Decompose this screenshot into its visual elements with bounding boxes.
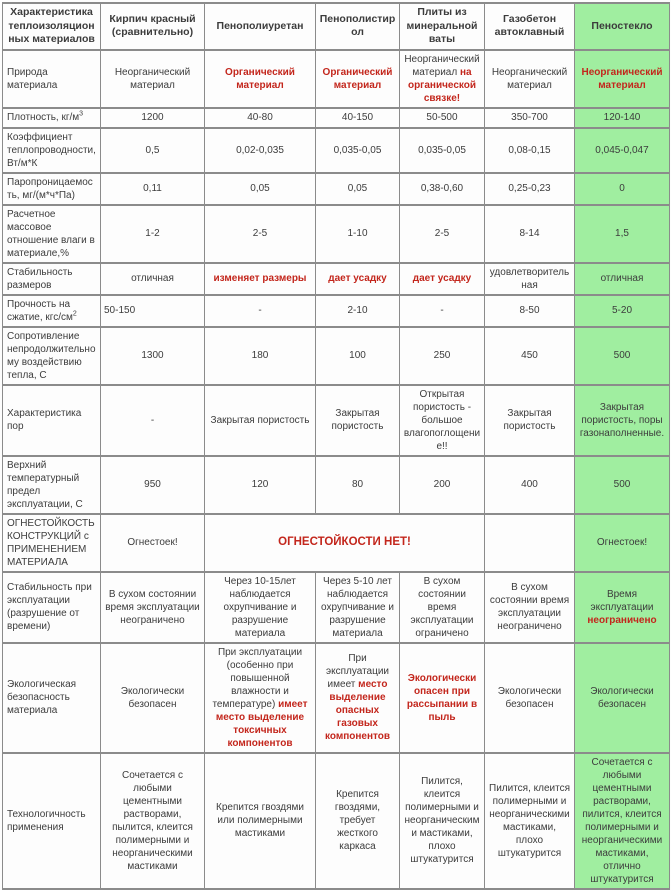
text-part: Паропроницаемость, мг/(м*ч*Па)	[7, 176, 93, 201]
text-part: ОГНЕСТОЙКОСТЬ КОНСТРУКЦИЙ с ПРИМЕНЕНИЕМ МАТЕРИАЛА	[7, 517, 95, 568]
text-part: Верхний температурный предел эксплуатации, С	[7, 459, 83, 510]
row-label	[3, 643, 101, 753]
text-part: отличная	[600, 273, 644, 285]
table-cell	[205, 205, 316, 263]
table-cell	[316, 173, 400, 205]
table-cell	[316, 50, 400, 108]
text-part: 0,035-0,05	[333, 144, 382, 156]
column-header: Пенополистирол	[316, 3, 400, 50]
table-cell	[205, 50, 316, 108]
warning-text-part: Органический материал	[322, 66, 393, 91]
text-part: 40-150	[341, 112, 374, 124]
column-header: Пеностекло	[575, 3, 670, 50]
table-cell	[575, 753, 670, 889]
text-part: 8-14	[519, 228, 540, 240]
table-row	[3, 128, 670, 173]
text-part: Огнестоек!	[596, 537, 648, 549]
table-cell	[101, 108, 205, 128]
table-cell	[205, 173, 316, 205]
table-cell	[575, 50, 670, 108]
row-label	[3, 173, 101, 205]
text-part: 5-20	[611, 305, 632, 317]
table-cell	[205, 456, 316, 514]
text-part: Закрытая пористость	[331, 408, 384, 433]
text-part: 0,045-0,047	[595, 144, 649, 156]
table-header	[3, 3, 670, 50]
text-part: Закрытая пористость	[210, 414, 310, 426]
table-cell	[316, 753, 400, 889]
row-label	[3, 295, 101, 327]
row-label	[3, 385, 101, 456]
text-part: Природа материала	[7, 66, 58, 91]
table-cell	[205, 128, 316, 173]
text-part: Экологически безопасен	[497, 685, 562, 710]
table-cell	[485, 128, 575, 173]
table-cell	[485, 572, 575, 643]
table-cell	[400, 128, 485, 173]
text-part: 0,05	[347, 183, 368, 195]
text-part: 950	[144, 479, 161, 491]
table-cell	[101, 50, 205, 108]
text-part: Плотность, кг/м	[7, 112, 80, 124]
row-label	[3, 128, 101, 173]
text-part: Через 10-15лет наблюдается охрупчивание и разрушение материала	[223, 575, 297, 639]
header-row	[3, 3, 670, 50]
table-cell	[316, 643, 400, 753]
table-cell	[101, 514, 205, 572]
table-cell	[316, 572, 400, 643]
text-part: 100	[349, 350, 366, 362]
text-part: -	[258, 305, 262, 317]
column-header: Газобетон автоклавный	[485, 3, 575, 50]
text-part: Стабильность при эксплуатации (разрушение от времени)	[7, 582, 92, 633]
warning-text-part: место выделение опасных газовых компонентов	[324, 679, 391, 743]
text-part: 2-10	[347, 305, 368, 317]
table-cell	[205, 327, 316, 385]
table-cell	[485, 753, 575, 889]
warning-text-part: неограничено	[587, 614, 657, 626]
text-part: 400	[521, 479, 538, 491]
table-cell	[101, 263, 205, 295]
text-part: 0,05	[250, 183, 270, 195]
table-cell	[400, 108, 485, 128]
table-row	[3, 173, 670, 205]
text-part: 450	[521, 350, 538, 362]
table-cell	[400, 572, 485, 643]
warning-text-part: дает усадку	[328, 273, 387, 285]
table-cell	[400, 50, 485, 108]
table-cell	[205, 572, 316, 643]
table-cell	[575, 385, 670, 456]
text-part: 50-150	[104, 305, 136, 317]
table-row	[3, 572, 670, 643]
table-cell	[575, 514, 670, 572]
text-part: Пилится, клеится полимерными и неорганическими мастиками, плохо штукатурится	[404, 776, 480, 866]
table-cell	[316, 295, 400, 327]
text-part: Расчетное массовое отношение влаги в материале,%	[7, 208, 95, 259]
text-part: 0	[619, 183, 625, 195]
text-part: 0,5	[145, 144, 160, 156]
table-cell	[575, 327, 670, 385]
warning-text-part: Неорганический материал	[581, 66, 663, 91]
row-label	[3, 327, 101, 385]
text-part: отличная	[131, 273, 174, 285]
table-row	[3, 385, 670, 456]
text-part: Неорганический материал	[491, 66, 568, 91]
text-part: Прочность на сжатие, кгс/см	[7, 298, 73, 323]
text-part: Крепится гвоздями или полимерными мастиками	[216, 802, 304, 840]
table-cell	[101, 456, 205, 514]
row-label	[3, 753, 101, 889]
table-cell	[485, 385, 575, 456]
table-row	[3, 327, 670, 385]
table-cell	[101, 643, 205, 753]
table-cell	[575, 173, 670, 205]
text-part: 0,035-0,05	[418, 144, 466, 156]
warning-text-part: изменяет размеры	[213, 273, 307, 285]
text-part: 80	[351, 479, 364, 491]
warning-text-part: на органической связке!	[407, 66, 477, 104]
text-part: В сухом состоянии время эксплуатации неограничено	[105, 588, 200, 626]
text-part: 120	[251, 479, 269, 491]
table-cell	[101, 753, 205, 889]
table-cell	[205, 385, 316, 456]
warning-text-part: имеет место выделение токсичных компонентов	[215, 698, 308, 749]
text-part: 180	[251, 350, 269, 362]
text-part: 8-50	[519, 305, 540, 317]
table-cell	[400, 456, 485, 514]
row-label	[3, 456, 101, 514]
table-cell	[485, 456, 575, 514]
table-cell	[101, 205, 205, 263]
table-cell	[400, 327, 485, 385]
table-cell	[485, 643, 575, 753]
table-row	[3, 753, 670, 889]
warning-text-part: Экологически опасен при рассыпании в пыль	[406, 672, 478, 723]
warning-text-part: Органический материал	[225, 66, 295, 91]
table-cell	[575, 263, 670, 295]
table-cell	[101, 385, 205, 456]
row-label	[3, 205, 101, 263]
table-cell	[485, 173, 575, 205]
text-part: Крепится гвоздями, требует жесткого каркаса	[334, 789, 381, 853]
table-cell	[205, 753, 316, 889]
table-row	[3, 456, 670, 514]
column-header: Характеристика теплоизоляционных материалов	[3, 3, 101, 50]
row-label	[3, 514, 101, 572]
table-cell	[316, 263, 400, 295]
table-row	[3, 263, 670, 295]
text-part: -	[150, 414, 155, 426]
text-part: В сухом состоянии время эксплуатации неограничено	[489, 582, 570, 633]
text-part: удовлетворительная	[489, 266, 570, 291]
text-part: 1200	[141, 112, 164, 124]
table-row	[3, 643, 670, 753]
table-cell	[316, 128, 400, 173]
table-cell	[400, 753, 485, 889]
column-header: Плиты из минеральной ваты	[400, 3, 485, 50]
table-cell	[316, 327, 400, 385]
table-cell	[316, 108, 400, 128]
text-part: Стабильность размеров	[7, 266, 73, 291]
text-part: 50-500	[426, 112, 458, 124]
row-label	[3, 50, 101, 108]
table-cell	[205, 295, 316, 327]
row-label	[3, 572, 101, 643]
table-cell	[205, 108, 316, 128]
text-part: Пилится, клеится полимерными и неорганическими мастиками, плохо штукатурится	[489, 782, 570, 859]
table-row	[3, 205, 670, 263]
table-cell	[575, 128, 670, 173]
text-part: 350-700	[511, 112, 548, 124]
text-part: 2-5	[434, 228, 450, 240]
text-part: Сочетается с любыми цементными растворами, пилится, клеится полимерными и неорганическими мастиками, отлично штукатурится	[581, 756, 663, 885]
comparison-table	[2, 2, 670, 890]
text-part: -	[440, 305, 444, 317]
table-row	[3, 108, 670, 128]
table-cell	[400, 295, 485, 327]
table-cell	[101, 173, 205, 205]
text-part: Экологическая безопасность материала	[7, 679, 77, 717]
table-cell	[101, 572, 205, 643]
table-cell	[316, 385, 400, 456]
table-cell	[485, 263, 575, 295]
table-cell	[485, 205, 575, 263]
table-cell	[485, 295, 575, 327]
table-row	[3, 514, 670, 572]
text-part: 200	[433, 479, 451, 491]
table-cell	[400, 205, 485, 263]
text-part: При эксплуатации имеет	[326, 653, 389, 691]
warning-text-part: дает усадку	[412, 273, 472, 285]
text-part: 1-10	[347, 228, 368, 240]
table-row	[3, 50, 670, 108]
table-cell	[400, 263, 485, 295]
text-part: 1,5	[615, 228, 629, 240]
text-part: Экологически безопасен	[590, 685, 654, 710]
text-part: 1300	[141, 350, 164, 362]
table-cell	[485, 327, 575, 385]
text-part: 1-2	[145, 228, 160, 240]
text-part: 120-140	[603, 112, 641, 124]
text-part: Сочетается с любыми цементными растворами, пылится, клеится полимерными и неорганическими мастиками	[112, 769, 193, 872]
table-cell	[485, 50, 575, 108]
text-part: 0,11	[143, 183, 162, 195]
text-part: 0,25-0,23	[508, 183, 551, 195]
text-part: 40-80	[247, 112, 273, 124]
text-part: 0,02-0,035	[236, 144, 284, 156]
text-part: Неорганический материал	[404, 53, 480, 78]
table-row	[3, 295, 670, 327]
table-cell	[400, 385, 485, 456]
text-part: 0,38-0,60	[420, 183, 464, 195]
text-part: 3	[79, 111, 84, 119]
table-cell	[575, 456, 670, 514]
row-label	[3, 108, 101, 128]
table-cell	[575, 572, 670, 643]
text-part: Время эксплуатации	[590, 588, 654, 613]
text-part: 0,08-0,15	[508, 144, 551, 156]
text-part: Закрытая пористость	[503, 408, 556, 433]
column-header: Пенополиуретан	[205, 3, 316, 50]
text-part: Сопротивление непродолжительному воздействию тепла, С	[7, 330, 96, 381]
text-part: В сухом состоянии время эксплуатации ограничено	[410, 575, 474, 639]
row-label	[3, 263, 101, 295]
warning-text-part: ОГНЕСТОЙКОСТИ НЕТ!	[278, 536, 411, 549]
text-part: 2	[72, 310, 77, 318]
table-cell	[205, 643, 316, 753]
table-cell	[485, 514, 575, 572]
table-cell	[575, 643, 670, 753]
text-part: При эксплуатации (особенно при повышенной влажности и температуре)	[212, 646, 303, 710]
text-part: Через 5-10 лет наблюдается охрупчивание и разрушение материала	[321, 575, 394, 639]
table-cell	[400, 643, 485, 753]
text-part: 500	[613, 479, 631, 491]
text-part: Открытая пористость - большое влагопоглощение!!	[403, 388, 481, 452]
text-part: Закрытая пористость, поры газонаполненные.	[579, 401, 665, 439]
text-part: Экологически безопасен	[120, 685, 185, 710]
text-part: Огнестоек!	[127, 537, 178, 549]
table-cell	[101, 327, 205, 385]
table-cell	[575, 108, 670, 128]
table-cell	[101, 128, 205, 173]
table-cell	[575, 205, 670, 263]
table-cell	[485, 108, 575, 128]
text-part: Характеристика пор	[7, 408, 82, 433]
column-header: Кирпич красный (сравнительно)	[101, 3, 205, 50]
table-cell	[316, 456, 400, 514]
table-cell	[575, 295, 670, 327]
text-part: Коэффициент теплопроводности, Вт/м*К	[7, 131, 96, 169]
text-part: 2-5	[252, 228, 268, 240]
table-cell	[205, 514, 485, 572]
text-part: 500	[613, 350, 631, 362]
text-part: Технологичность применения	[7, 808, 86, 833]
table-cell	[400, 173, 485, 205]
text-part: Неорганический материал	[114, 66, 191, 91]
table-body	[3, 50, 670, 889]
table-cell	[101, 295, 205, 327]
table-cell	[205, 263, 316, 295]
table-cell	[316, 205, 400, 263]
text-part: 250	[433, 350, 451, 362]
